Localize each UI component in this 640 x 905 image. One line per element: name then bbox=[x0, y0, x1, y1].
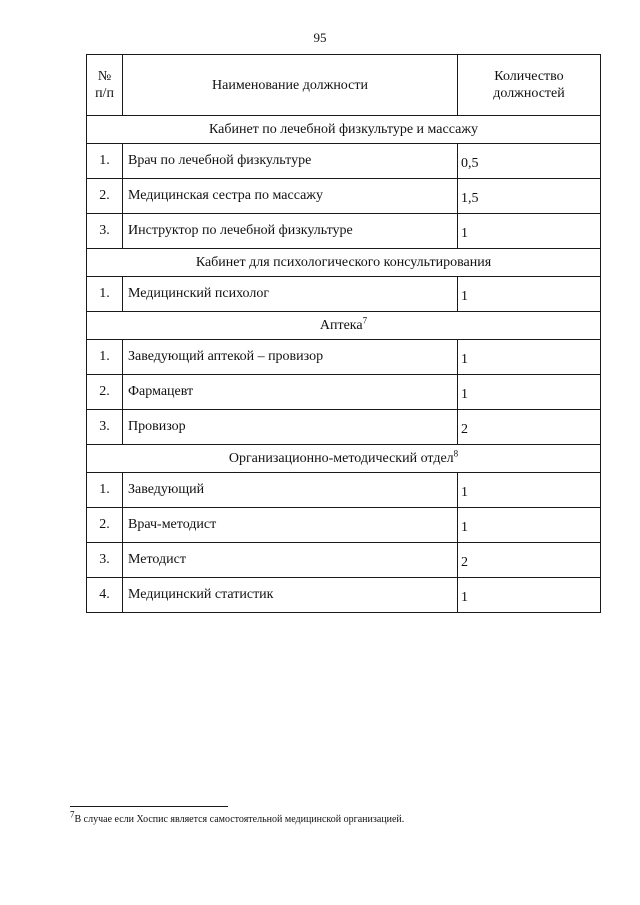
position-quantity: 1 bbox=[458, 214, 601, 249]
section-row bbox=[87, 116, 601, 144]
section-footnote-mark: 7 bbox=[362, 314, 368, 325]
table-row bbox=[87, 473, 601, 508]
section-row bbox=[87, 445, 601, 473]
page-number: 95 bbox=[313, 30, 327, 45]
table-row bbox=[87, 340, 601, 375]
table-row bbox=[87, 277, 601, 312]
section-title-text: Организационно-методический отдел bbox=[228, 450, 454, 466]
header-quantity: Количество должностей bbox=[458, 55, 601, 116]
position-quantity: 1,5 bbox=[458, 179, 601, 214]
table-row bbox=[87, 375, 601, 410]
position-name: Врач-методист bbox=[123, 508, 458, 543]
table-row bbox=[87, 144, 601, 179]
row-number: 2. bbox=[87, 179, 123, 214]
position-quantity: 1 bbox=[458, 508, 601, 543]
position-quantity: 0,5 bbox=[458, 144, 601, 179]
position-name: Инструктор по лечебной физкультуре bbox=[123, 214, 458, 249]
position-name: Заведующий аптекой – провизор bbox=[123, 340, 458, 375]
position-name: Врач по лечебной физкультуре bbox=[123, 144, 458, 179]
section-title-text: Аптека bbox=[319, 317, 363, 333]
table-body bbox=[87, 116, 601, 613]
footnote-divider bbox=[70, 806, 228, 807]
table-row bbox=[87, 543, 601, 578]
section-title bbox=[87, 312, 601, 340]
table-row bbox=[87, 214, 601, 249]
row-number: 1. bbox=[87, 144, 123, 179]
header-position-name: Наименование должности bbox=[123, 55, 458, 116]
position-quantity: 1 bbox=[458, 277, 601, 312]
section-footnote-mark: 8 bbox=[453, 447, 459, 458]
table-row bbox=[87, 578, 601, 613]
section-title bbox=[87, 445, 601, 473]
table-row bbox=[87, 410, 601, 445]
row-number: 4. bbox=[87, 578, 123, 613]
position-name: Методист bbox=[123, 543, 458, 578]
position-quantity: 1 bbox=[458, 375, 601, 410]
table-row bbox=[87, 179, 601, 214]
row-number: 2. bbox=[87, 508, 123, 543]
table-row bbox=[87, 508, 601, 543]
position-quantity: 2 bbox=[458, 543, 601, 578]
position-name: Медицинская сестра по массажу bbox=[123, 179, 458, 214]
footnote bbox=[70, 809, 405, 825]
position-quantity: 2 bbox=[458, 410, 601, 445]
row-number: 3. bbox=[87, 410, 123, 445]
section-title bbox=[87, 249, 601, 277]
section-title-text: Кабинет для психологического консультирования bbox=[195, 254, 492, 270]
section-title bbox=[87, 116, 601, 144]
position-quantity: 1 bbox=[458, 473, 601, 508]
position-name: Провизор bbox=[123, 410, 458, 445]
row-number: 1. bbox=[87, 473, 123, 508]
footnote-mark: 7 bbox=[70, 809, 75, 820]
position-name: Заведующий bbox=[123, 473, 458, 508]
table-header-row bbox=[87, 55, 601, 116]
position-quantity: 1 bbox=[458, 340, 601, 375]
row-number: 1. bbox=[87, 340, 123, 375]
position-name: Фармацевт bbox=[123, 375, 458, 410]
footnote-text: В случае если Хоспис является самостоятельной медицинской организацией. bbox=[74, 814, 405, 825]
row-number: 2. bbox=[87, 375, 123, 410]
staff-table bbox=[86, 54, 601, 613]
position-name: Медицинский статистик bbox=[123, 578, 458, 613]
row-number: 1. bbox=[87, 277, 123, 312]
section-row bbox=[87, 249, 601, 277]
position-name: Медицинский психолог bbox=[123, 277, 458, 312]
header-number: № п/п bbox=[87, 55, 123, 116]
row-number: 3. bbox=[87, 214, 123, 249]
section-row bbox=[87, 312, 601, 340]
row-number: 3. bbox=[87, 543, 123, 578]
position-quantity: 1 bbox=[458, 578, 601, 613]
section-title-text: Кабинет по лечебной физкультуре и массажу bbox=[208, 121, 479, 137]
